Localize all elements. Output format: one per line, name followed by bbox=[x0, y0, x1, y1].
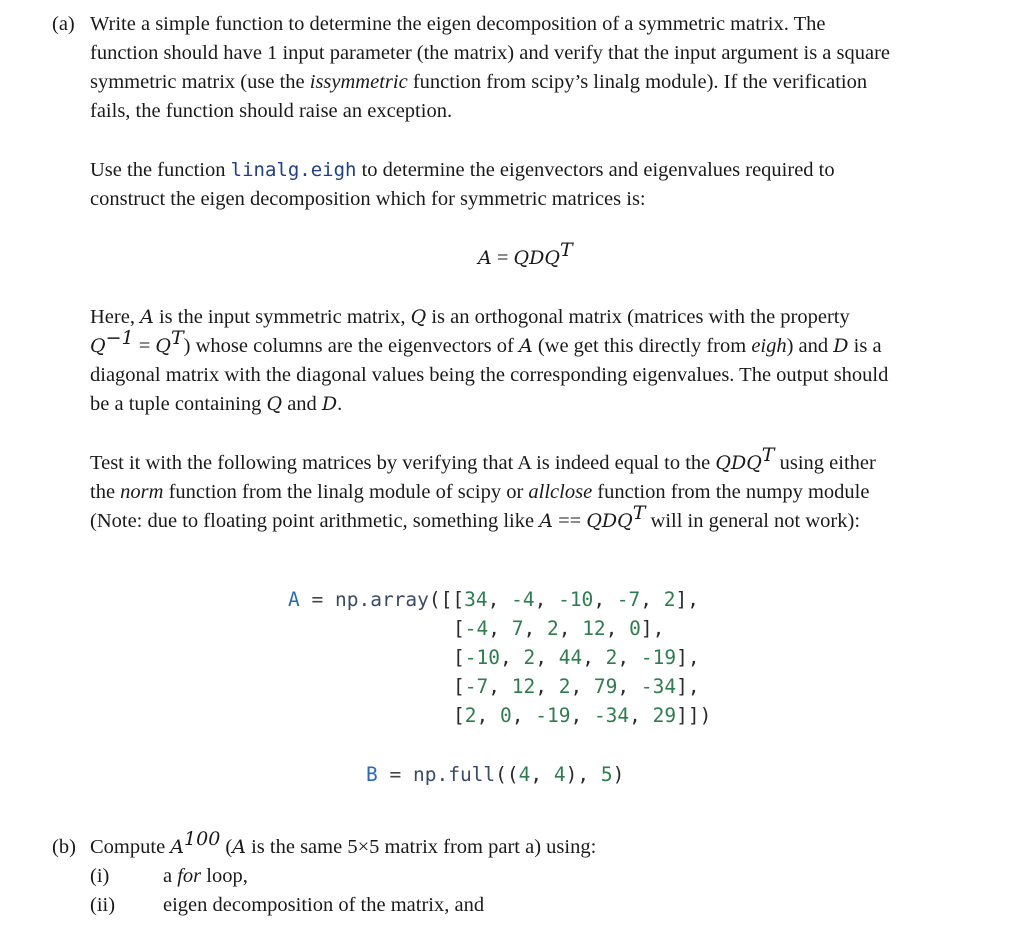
math-var: A bbox=[518, 335, 533, 357]
code-punct: ]]) bbox=[676, 704, 712, 727]
part-a-p2-line2: construct the eigen decomposition which for symmetric matrices is: bbox=[90, 188, 646, 210]
text-run: function from the linalg module of scipy or bbox=[163, 481, 529, 503]
code-row-1 bbox=[465, 617, 665, 640]
code-punct: ], bbox=[676, 646, 700, 669]
text-run: function from the numpy module bbox=[592, 481, 870, 503]
code-num: 2 bbox=[558, 675, 571, 698]
text-run: . bbox=[337, 393, 343, 415]
code-op: = bbox=[377, 763, 413, 786]
math-var: Q bbox=[410, 306, 427, 328]
math-var: A bbox=[539, 510, 553, 532]
code-num: -4 bbox=[511, 588, 535, 611]
code-num: -7 bbox=[616, 588, 641, 611]
math-superscript: T bbox=[761, 444, 775, 466]
code-punct: , bbox=[499, 646, 524, 669]
part-a-p4-line3 bbox=[90, 502, 861, 536]
text-run: is an orthogonal matrix (matrices with the property bbox=[426, 306, 850, 328]
code-num: 44 bbox=[558, 646, 583, 669]
text-run: ) whose columns are the eigenvectors of bbox=[183, 335, 519, 357]
part-b-item-i bbox=[163, 862, 248, 891]
math-var: A bbox=[232, 836, 246, 858]
text-run: is a bbox=[848, 335, 882, 357]
code-num: 7 bbox=[511, 617, 524, 640]
code-punct: , bbox=[640, 588, 664, 611]
code-matrix-a-row bbox=[453, 701, 711, 730]
norm-term: norm bbox=[120, 481, 164, 503]
text-run: is the input symmetric matrix, bbox=[153, 306, 411, 328]
text-run: and bbox=[282, 393, 322, 415]
math-op: = bbox=[491, 247, 514, 269]
code-fn: np.array bbox=[334, 588, 429, 611]
math-var: A bbox=[170, 836, 185, 858]
code-punct: , bbox=[558, 617, 583, 640]
code-num: 5 bbox=[600, 763, 613, 786]
code-punct: ], bbox=[675, 588, 699, 611]
allclose-term: allclose bbox=[528, 481, 593, 503]
code-num: -34 bbox=[640, 675, 677, 698]
part-a-p1-line3 bbox=[90, 68, 867, 97]
text-run: Compute bbox=[90, 836, 171, 858]
part-a-p4-line2 bbox=[90, 478, 869, 507]
code-num: -10 bbox=[558, 588, 594, 611]
code-num: 2 bbox=[605, 646, 618, 669]
code-punct: (( bbox=[495, 763, 519, 786]
part-a-marker: (a) bbox=[52, 13, 75, 35]
text-run: be a tuple containing bbox=[90, 393, 267, 415]
code-punct: ], bbox=[676, 675, 700, 698]
part-b-item-ii-number: (ii) bbox=[90, 894, 116, 916]
text-run: using either bbox=[774, 452, 876, 474]
text-run: (we get this directly from bbox=[532, 335, 752, 357]
code-punct: , bbox=[535, 646, 559, 669]
math-var: A bbox=[478, 247, 492, 269]
part-a-p1-line2: function should have 1 input parameter (the matrix) and verify that the input argument is a square bbox=[90, 42, 891, 64]
code-num: 0 bbox=[629, 617, 641, 640]
math-var: D bbox=[321, 393, 338, 415]
part-b-item-i-number: (i) bbox=[90, 865, 110, 887]
code-num: 29 bbox=[652, 704, 677, 727]
code-matrix-a-row bbox=[453, 614, 664, 643]
code-punct: , bbox=[570, 704, 594, 727]
math-var: A bbox=[140, 306, 154, 328]
eigh-term: eigh bbox=[751, 335, 787, 357]
text-run: symmetric matrix (use the bbox=[90, 71, 310, 93]
math-op: == bbox=[552, 510, 587, 532]
part-b-marker: (b) bbox=[52, 836, 76, 858]
part-a-p3-line3: diagonal matrix with the diagonal values being the corresponding eigenvalues. The output should bbox=[90, 364, 889, 386]
code-row-0 bbox=[464, 588, 699, 611]
text-run: eigen decomposition of the matrix, and bbox=[163, 894, 485, 916]
math-var: Q bbox=[90, 335, 106, 357]
text-run: a bbox=[163, 865, 178, 887]
math-var: QDQ bbox=[715, 452, 762, 474]
code-punct: ), bbox=[565, 763, 601, 786]
code-num: 0 bbox=[499, 704, 512, 727]
code-matrix-b bbox=[366, 760, 624, 789]
code-matrix-a-row bbox=[453, 643, 700, 672]
math-superscript: T bbox=[632, 502, 646, 524]
text-run: the bbox=[90, 481, 121, 503]
math-var: QDQ bbox=[586, 510, 633, 532]
math-superscript: T bbox=[559, 239, 573, 261]
code-var: A bbox=[288, 588, 300, 611]
code-punct: , bbox=[582, 646, 606, 669]
math-superscript: T bbox=[170, 327, 184, 349]
code-num: 12 bbox=[582, 617, 606, 640]
part-a-p3-line4 bbox=[90, 390, 342, 419]
code-matrix-a-row bbox=[453, 672, 700, 701]
code-punct: , bbox=[487, 588, 512, 611]
code-fn: np.full bbox=[412, 763, 496, 786]
code-num: -19 bbox=[640, 646, 677, 669]
part-a-p3-line1 bbox=[90, 303, 850, 332]
part-a-p3-line2 bbox=[90, 327, 882, 361]
part-a-p1-line1: Write a simple function to determine the eigen decomposition of a symmetric matrix. The bbox=[90, 13, 826, 35]
code-num: 4 bbox=[518, 763, 531, 786]
math-superscript: −1 bbox=[105, 327, 134, 349]
code-punct: , bbox=[617, 646, 641, 669]
text-run: function from scipy’s linalg module). If the verification bbox=[407, 71, 868, 93]
code-matrix-a bbox=[288, 585, 699, 614]
decomposition-equation bbox=[478, 239, 573, 273]
code-punct: , bbox=[593, 588, 617, 611]
code-row-4 bbox=[465, 704, 712, 727]
text-run: is the same 5×5 matrix from part a) using: bbox=[245, 836, 597, 858]
code-punct: , bbox=[530, 763, 554, 786]
code-punct: [ bbox=[453, 617, 465, 640]
code-punct: , bbox=[523, 617, 547, 640]
code-num: 2 bbox=[663, 588, 676, 611]
code-punct: ], bbox=[640, 617, 665, 640]
code-num: 34 bbox=[464, 588, 488, 611]
code-num: 2 bbox=[464, 704, 477, 727]
code-row-3 bbox=[465, 675, 700, 698]
code-punct: , bbox=[511, 704, 536, 727]
code-punct: , bbox=[488, 675, 512, 698]
text-run: Here, bbox=[90, 306, 141, 328]
part-a-p1-line4: fails, the function should raise an exception. bbox=[90, 100, 453, 122]
part-b-line1 bbox=[90, 828, 597, 862]
for-term: for bbox=[177, 865, 202, 887]
code-punct: , bbox=[617, 675, 641, 698]
text-run: (Note: due to floating point arithmetic, something like bbox=[90, 510, 540, 532]
math-var: QDQ bbox=[513, 247, 560, 269]
math-var: Q bbox=[155, 335, 171, 357]
code-punct: , bbox=[605, 617, 630, 640]
math-var: Q bbox=[266, 393, 283, 415]
code-punct: , bbox=[535, 675, 559, 698]
part-a-p2-line1 bbox=[90, 156, 835, 185]
text-run: will in general not work): bbox=[645, 510, 861, 532]
code-num: -10 bbox=[464, 646, 500, 669]
code-num: 4 bbox=[553, 763, 566, 786]
code-punct: [ bbox=[453, 646, 465, 669]
text-run: to determine the eigenvectors and eigenvalues required to bbox=[356, 159, 835, 181]
math-superscript: 100 bbox=[184, 828, 221, 850]
code-var: B bbox=[366, 763, 378, 786]
code-num: -34 bbox=[593, 704, 630, 727]
math-op: = bbox=[133, 335, 156, 357]
text-run: ) and bbox=[786, 335, 834, 357]
issymmetric-term: issymmetric bbox=[309, 71, 408, 93]
code-punct: , bbox=[534, 588, 559, 611]
code-num: -19 bbox=[535, 704, 571, 727]
code-punct: , bbox=[488, 617, 512, 640]
code-num: -7 bbox=[464, 675, 489, 698]
code-num: 12 bbox=[511, 675, 536, 698]
text-run: loop, bbox=[201, 865, 248, 887]
math-var: D bbox=[833, 335, 849, 357]
part-a-p4-line1 bbox=[90, 444, 876, 478]
text-run: ( bbox=[220, 836, 233, 858]
code-punct: ) bbox=[612, 763, 625, 786]
part-b-item-ii bbox=[163, 891, 484, 920]
code-num: 2 bbox=[523, 646, 536, 669]
code-punct: , bbox=[570, 675, 594, 698]
code-punct: ([[ bbox=[428, 588, 465, 611]
code-row-2 bbox=[465, 646, 700, 669]
code-punct: , bbox=[476, 704, 500, 727]
text-run: Use the function bbox=[90, 159, 231, 181]
code-op: = bbox=[299, 588, 335, 611]
code-punct: [ bbox=[453, 704, 465, 727]
code-num: -4 bbox=[464, 617, 489, 640]
code-punct: [ bbox=[453, 675, 465, 698]
text-run: Test it with the following matrices by verifying that A is indeed equal to the bbox=[90, 452, 716, 474]
code-punct: , bbox=[629, 704, 653, 727]
code-num: 2 bbox=[546, 617, 559, 640]
inline-code-eigh: linalg.eigh bbox=[230, 159, 357, 181]
code-num: 79 bbox=[593, 675, 618, 698]
